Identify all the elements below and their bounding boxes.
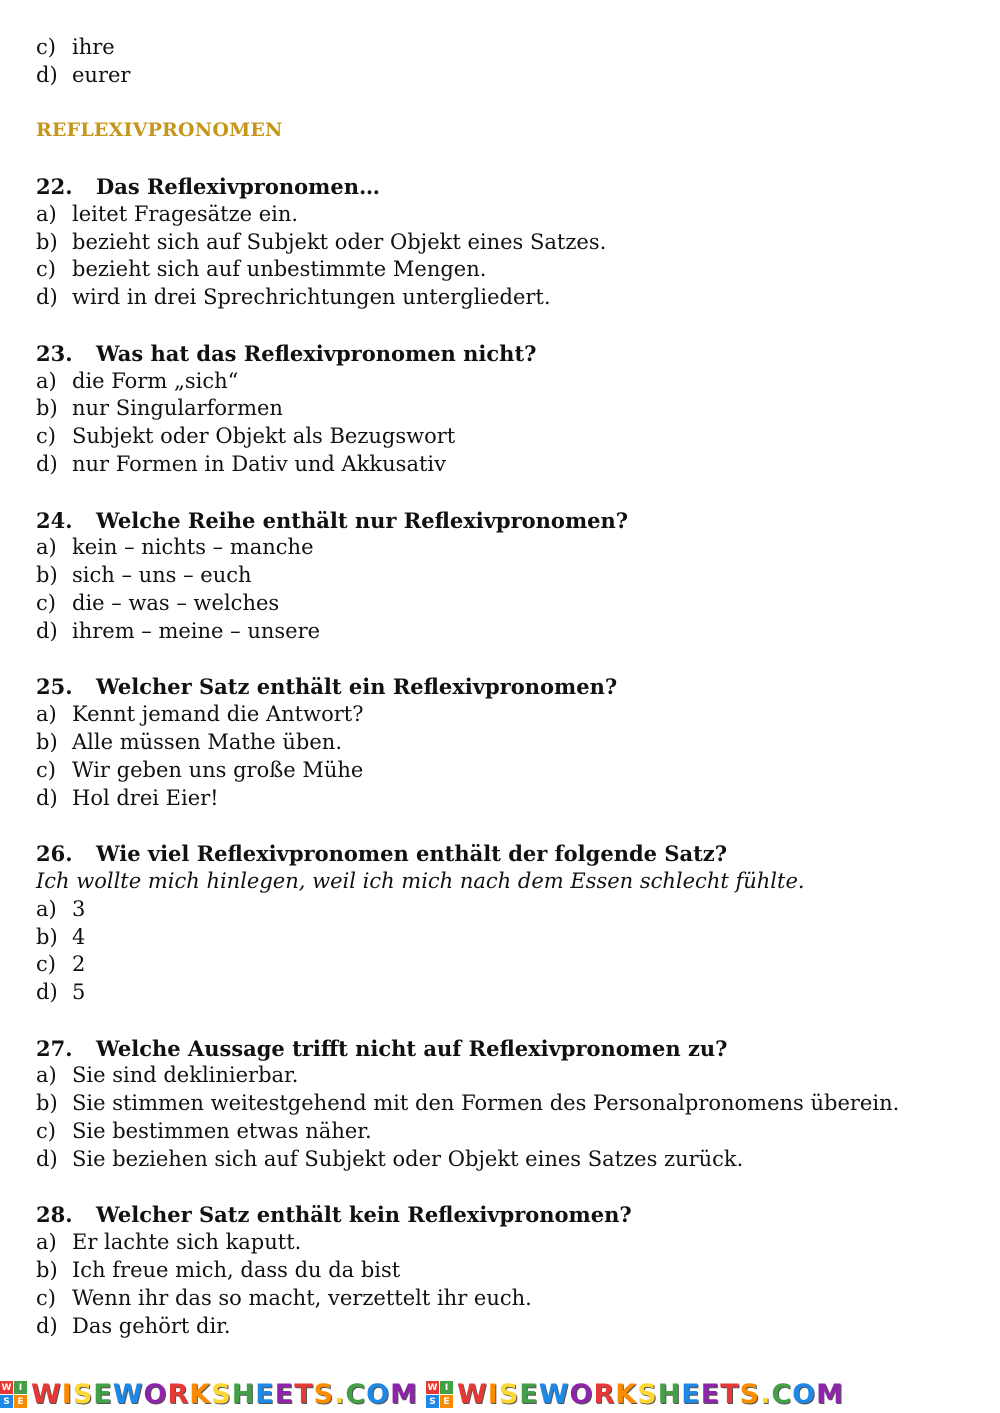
watermark-letter: E bbox=[255, 1379, 275, 1410]
answer-option bbox=[36, 1062, 976, 1090]
question-number: 25. bbox=[36, 674, 73, 700]
option-letter: a) bbox=[36, 201, 57, 226]
watermark-letter: O bbox=[366, 1379, 391, 1410]
watermark-letter: O bbox=[143, 1379, 168, 1410]
question-text: Was hat das Reflexivpronomen nicht? bbox=[96, 340, 537, 366]
watermark-letter: E bbox=[700, 1379, 721, 1410]
watermark-letter: M bbox=[390, 1379, 418, 1410]
logo-letter: W bbox=[427, 1382, 438, 1393]
option-carryover-c bbox=[36, 34, 976, 62]
option-text: nur Singularformen bbox=[72, 396, 283, 421]
option-letter: d) bbox=[36, 1313, 58, 1338]
answer-option bbox=[36, 618, 976, 646]
answer-option bbox=[36, 284, 976, 312]
option-letter: b) bbox=[36, 1258, 58, 1283]
option-text: Hol drei Eier! bbox=[72, 785, 219, 810]
option-text: leitet Fragesätze ein. bbox=[72, 201, 299, 226]
option-text: bezieht sich auf unbestimmte Mengen. bbox=[72, 257, 487, 282]
option-text: die Form „sich“ bbox=[72, 368, 239, 393]
watermark-letter: S bbox=[313, 1379, 335, 1410]
option-text: Sie beziehen sich auf Subjekt oder Objekt eines Satzes zurück. bbox=[72, 1146, 744, 1171]
watermark-letter: S bbox=[637, 1379, 658, 1410]
logo-letter: E bbox=[440, 1395, 453, 1408]
watermark-letter: . bbox=[760, 1379, 772, 1410]
watermark-brand bbox=[0, 1379, 418, 1410]
watermark-letter: C bbox=[771, 1379, 793, 1410]
option-text: Ich freue mich, dass du da bist bbox=[72, 1258, 401, 1283]
option-letter: c) bbox=[36, 1285, 56, 1310]
option-text: sich – uns – euch bbox=[72, 563, 252, 588]
answer-option bbox=[36, 1229, 976, 1257]
watermark-letter: W bbox=[112, 1379, 144, 1410]
question-list bbox=[36, 173, 976, 1340]
section-title: REFLEXIVPRONOMEN bbox=[36, 119, 283, 142]
question-22 bbox=[36, 173, 976, 201]
watermark-letter: E bbox=[519, 1379, 539, 1410]
logo-letter: I bbox=[440, 1381, 453, 1394]
watermark-letter: K bbox=[615, 1379, 638, 1410]
watermark-letter: I bbox=[487, 1379, 499, 1410]
option-letter: b) bbox=[36, 396, 58, 421]
question-text: Das Reflexivpronomen… bbox=[96, 173, 380, 199]
watermark-text bbox=[457, 1379, 844, 1410]
watermark-letter: O bbox=[569, 1379, 594, 1410]
option-letter: d) bbox=[36, 285, 58, 310]
question-text: Wie viel Reflexivpronomen enthält der folgende Satz? bbox=[96, 841, 728, 867]
option-letter: c) bbox=[36, 1119, 56, 1144]
logo-letter: S bbox=[426, 1395, 439, 1408]
watermark-letter: H bbox=[657, 1379, 682, 1410]
question-number: 24. bbox=[36, 507, 73, 533]
option-text: eurer bbox=[72, 62, 131, 87]
option-letter: a) bbox=[36, 702, 57, 727]
option-text: Sie stimmen weitestgehend mit den Formen des Personalpronomens überein. bbox=[72, 1091, 900, 1116]
answer-option bbox=[36, 701, 976, 729]
watermark-letter: S bbox=[211, 1379, 232, 1410]
question-24 bbox=[36, 507, 976, 535]
option-letter: a) bbox=[36, 368, 57, 393]
option-text: 4 bbox=[72, 924, 86, 949]
watermark-letter: S bbox=[498, 1379, 520, 1410]
answer-option bbox=[36, 423, 976, 451]
answer-option bbox=[36, 590, 976, 618]
question-27 bbox=[36, 1035, 976, 1063]
option-text: bezieht sich auf Subjekt oder Objekt eines Satzes. bbox=[72, 229, 607, 254]
question-25 bbox=[36, 673, 976, 701]
answer-option bbox=[36, 562, 976, 590]
example-sentence: Ich wollte mich hinlegen, weil ich mich nach dem Essen schlecht fühlte. bbox=[36, 868, 805, 893]
option-text: kein – nichts – manche bbox=[72, 535, 314, 560]
watermark-letter: S bbox=[72, 1379, 94, 1410]
option-letter: c) bbox=[36, 424, 56, 449]
option-letter: a) bbox=[36, 1063, 57, 1088]
question-28 bbox=[36, 1201, 976, 1229]
question-number: 23. bbox=[36, 340, 73, 366]
option-letter: c) bbox=[36, 757, 56, 782]
question-text: Welche Aussage trifft nicht auf Reflexivpronomen zu? bbox=[96, 1035, 728, 1061]
answer-option bbox=[36, 1090, 976, 1118]
question-text: Welcher Satz enthält ein Reflexivpronomen? bbox=[96, 674, 618, 700]
option-text: Sie sind deklinierbar. bbox=[72, 1063, 299, 1088]
option-letter: a) bbox=[36, 896, 57, 921]
watermark-letter: E bbox=[274, 1379, 295, 1410]
answer-option bbox=[36, 951, 976, 979]
option-text: Alle müssen Mathe üben. bbox=[72, 729, 343, 754]
option-letter: d) bbox=[36, 62, 58, 87]
answer-option bbox=[36, 534, 976, 562]
option-letter: a) bbox=[36, 1230, 57, 1255]
logo-letter: S bbox=[0, 1395, 13, 1408]
answer-option bbox=[36, 1285, 976, 1313]
watermark-letter: H bbox=[231, 1379, 256, 1410]
option-letter: c) bbox=[36, 35, 56, 59]
question-number: 26. bbox=[36, 841, 73, 867]
answer-option bbox=[36, 256, 976, 284]
question-text: Welcher Satz enthält kein Reflexivpronomen? bbox=[96, 1202, 632, 1228]
question-number: 27. bbox=[36, 1035, 73, 1061]
option-text: 5 bbox=[72, 980, 86, 1005]
option-letter: d) bbox=[36, 451, 58, 476]
watermark-letter: E bbox=[681, 1379, 701, 1410]
answer-option bbox=[36, 785, 976, 813]
option-text: Wir geben uns große Mühe bbox=[72, 757, 364, 782]
worksheet-page bbox=[36, 34, 976, 1340]
watermark-letter: C bbox=[345, 1379, 367, 1410]
watermark-letter: R bbox=[593, 1379, 616, 1410]
question-number: 22. bbox=[36, 173, 73, 199]
answer-option bbox=[36, 368, 976, 396]
option-letter: a) bbox=[36, 535, 57, 560]
question-text: Welche Reihe enthält nur Reflexivpronomen? bbox=[96, 507, 629, 533]
answer-option bbox=[36, 395, 976, 423]
answer-option bbox=[36, 1313, 976, 1341]
option-text: Kennt jemand die Antwort? bbox=[72, 702, 364, 727]
watermark-letter: R bbox=[167, 1379, 190, 1410]
option-text: 2 bbox=[72, 952, 86, 977]
option-text: ihre bbox=[72, 35, 115, 59]
option-letter: b) bbox=[36, 729, 58, 754]
option-text: Er lachte sich kaputt. bbox=[72, 1230, 302, 1255]
option-text: Das gehört dir. bbox=[72, 1313, 231, 1338]
option-letter: d) bbox=[36, 980, 58, 1005]
watermark-letter: W bbox=[31, 1379, 62, 1410]
logo-icon bbox=[426, 1381, 453, 1408]
option-text: die – was – welches bbox=[72, 590, 280, 615]
watermark-footer bbox=[0, 1376, 1000, 1413]
answer-option bbox=[36, 1146, 976, 1174]
option-letter: b) bbox=[36, 1091, 58, 1116]
option-letter: c) bbox=[36, 257, 56, 282]
watermark-letter: W bbox=[538, 1379, 570, 1410]
option-carryover-d bbox=[36, 62, 976, 90]
option-letter: b) bbox=[36, 563, 58, 588]
watermark-letter: M bbox=[816, 1379, 844, 1410]
option-letter: d) bbox=[36, 618, 58, 643]
option-text: nur Formen in Dativ und Akkusativ bbox=[72, 451, 447, 476]
watermark-letter: O bbox=[792, 1379, 817, 1410]
answer-option bbox=[36, 1257, 976, 1285]
answer-option bbox=[36, 896, 976, 924]
answer-option bbox=[36, 451, 976, 479]
question-number: 28. bbox=[36, 1202, 73, 1228]
watermark-text bbox=[31, 1379, 418, 1410]
answer-option bbox=[36, 201, 976, 229]
option-letter: c) bbox=[36, 952, 56, 977]
question-26 bbox=[36, 840, 976, 868]
watermark-letter: E bbox=[93, 1379, 113, 1410]
logo-icon bbox=[0, 1381, 27, 1408]
watermark-letter: W bbox=[457, 1379, 488, 1410]
answer-option bbox=[36, 924, 976, 952]
answer-option bbox=[36, 979, 976, 1007]
option-letter: d) bbox=[36, 785, 58, 810]
logo-letter: I bbox=[14, 1381, 27, 1394]
option-text: wird in drei Sprechrichtungen untergliedert. bbox=[72, 285, 551, 310]
option-text: Sie bestimmen etwas näher. bbox=[72, 1119, 372, 1144]
question-23 bbox=[36, 340, 976, 368]
answer-option bbox=[36, 229, 976, 257]
option-letter: b) bbox=[36, 924, 58, 949]
option-letter: b) bbox=[36, 229, 58, 254]
option-letter: d) bbox=[36, 1146, 58, 1171]
watermark-letter: K bbox=[189, 1379, 212, 1410]
option-text: ihrem – meine – unsere bbox=[72, 618, 321, 643]
option-text: Subjekt oder Objekt als Bezugswort bbox=[72, 424, 456, 449]
answer-option bbox=[36, 1118, 976, 1146]
option-letter: c) bbox=[36, 590, 56, 615]
watermark-letter: I bbox=[61, 1379, 73, 1410]
logo-letter: W bbox=[1, 1382, 12, 1393]
answer-option bbox=[36, 729, 976, 757]
answer-option bbox=[36, 757, 976, 785]
watermark-letter: T bbox=[294, 1379, 314, 1410]
logo-letter: E bbox=[14, 1395, 27, 1408]
watermark-letter: S bbox=[739, 1379, 761, 1410]
option-text: 3 bbox=[72, 896, 86, 921]
watermark-letter: . bbox=[334, 1379, 346, 1410]
watermark-letter: T bbox=[720, 1379, 740, 1410]
watermark-brand bbox=[426, 1379, 844, 1410]
option-text: Wenn ihr das so macht, verzettelt ihr euch. bbox=[72, 1285, 532, 1310]
